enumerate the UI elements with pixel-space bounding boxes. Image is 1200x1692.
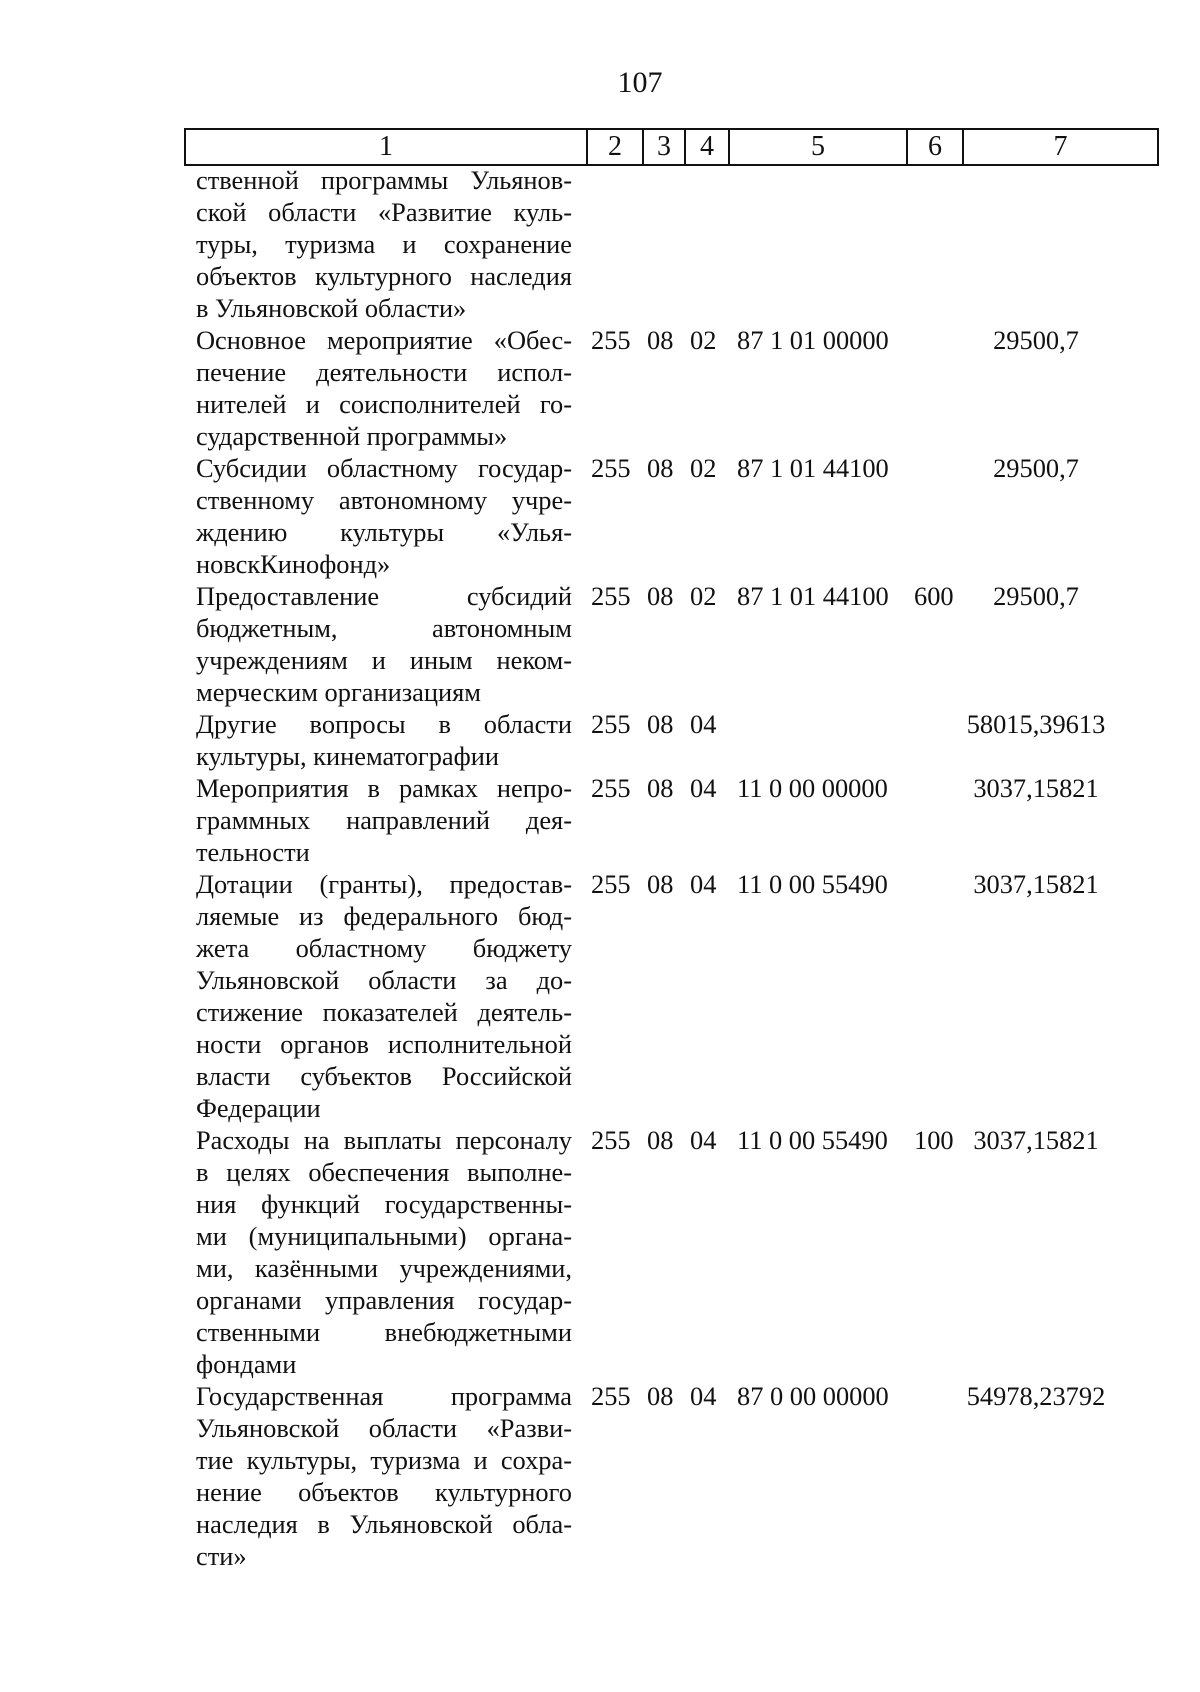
description-line: в Ульяновской области» — [196, 293, 467, 323]
description-line: фондами — [196, 1349, 297, 1379]
description-line: Государственная программа — [196, 1381, 572, 1411]
description-line: ственными внебюджетными — [196, 1317, 572, 1347]
section-code-cell: 08 — [647, 869, 674, 899]
row-description — [196, 580, 572, 708]
table-row — [196, 1124, 1146, 1380]
subsection-code-cell: 04 — [690, 709, 717, 739]
description-line: нение объектов культурного — [196, 1477, 572, 1507]
subsection-code-cell: 02 — [690, 581, 717, 611]
row-description — [196, 708, 572, 772]
column-header-cell: 2 — [587, 129, 643, 165]
target-article-cell: 87 0 00 00000 — [737, 1381, 889, 1411]
description-line: Ульяновской области «Разви- — [196, 1413, 572, 1443]
amount-cell: 3037,15821 — [973, 1125, 1099, 1155]
section-code-cell: 08 — [647, 773, 674, 803]
description-line: ности органов исполнительной — [196, 1029, 572, 1059]
description-line: власти субъектов Российской — [196, 1061, 572, 1091]
column-header-cell: 1 — [185, 129, 587, 165]
table-row — [196, 708, 1146, 772]
table-row — [196, 1380, 1146, 1572]
description-line: в целях обеспечения выполне- — [196, 1157, 572, 1187]
description-line: нителей и соисполнителей го- — [196, 389, 572, 419]
page-number: 107 — [617, 66, 663, 99]
admin-code-cell: 255 — [591, 1125, 631, 1155]
admin-code-cell: 255 — [591, 709, 631, 739]
description-line: культуры, кинематографии — [196, 741, 499, 771]
description-line: сударственной программы» — [196, 421, 508, 451]
description-line: жета областному бюджету — [196, 933, 572, 963]
row-description — [196, 772, 572, 868]
table-row — [196, 452, 1146, 580]
description-line: учреждениям и иным неком- — [196, 645, 572, 675]
column-header-cell: 7 — [963, 129, 1158, 165]
description-line: новскКинофонд» — [196, 549, 391, 579]
description-line: ния функций государственны- — [196, 1189, 572, 1219]
amount-cell: 3037,15821 — [973, 869, 1099, 899]
description-line: ми (муниципальными) органа- — [196, 1221, 572, 1251]
table-row — [196, 772, 1146, 868]
description-line: ляемые из федерального бюд- — [196, 901, 572, 931]
description-line: бюджетным, автономным — [196, 613, 572, 643]
description-line: органами управления государ- — [196, 1285, 572, 1315]
subsection-code-cell: 04 — [690, 773, 717, 803]
description-line: Дотации (гранты), предостав- — [196, 869, 572, 899]
description-line: стижение показателей деятель- — [196, 997, 572, 1027]
admin-code-cell: 255 — [591, 581, 631, 611]
subsection-code-cell: 04 — [690, 869, 717, 899]
description-line: Расходы на выплаты персоналу — [196, 1125, 572, 1155]
subsection-code-cell: 02 — [690, 325, 717, 355]
table-row — [196, 324, 1146, 452]
amount-cell: 29500,7 — [993, 325, 1079, 355]
section-code-cell: 08 — [647, 709, 674, 739]
row-description — [196, 324, 572, 452]
target-article-cell: 87 1 01 00000 — [737, 325, 889, 355]
table-row — [196, 868, 1146, 1124]
column-header-table — [184, 128, 1159, 166]
section-code-cell: 08 — [647, 581, 674, 611]
amount-cell: 29500,7 — [993, 453, 1079, 483]
description-line: печение деятельности испол- — [196, 357, 572, 387]
description-line: ждению культуры «Улья- — [196, 517, 572, 547]
admin-code-cell: 255 — [591, 1381, 631, 1411]
description-line: ственной программы Ульянов- — [196, 165, 572, 195]
column-header-row — [185, 129, 1158, 165]
column-header-cell: 6 — [907, 129, 963, 165]
subsection-code-cell: 04 — [690, 1381, 717, 1411]
description-line: туры, туризма и сохранение — [196, 229, 572, 259]
budget-table-body — [196, 164, 1146, 1572]
description-line: граммных направлений дея- — [196, 805, 572, 835]
target-article-cell: 11 0 00 55490 — [737, 1125, 888, 1155]
expense-kind-cell: 600 — [914, 581, 954, 611]
admin-code-cell: 255 — [591, 773, 631, 803]
amount-cell: 3037,15821 — [973, 773, 1099, 803]
description-line: Субсидии областному государ- — [196, 453, 572, 483]
row-description — [196, 868, 572, 1124]
description-line: Предоставление субсидий — [196, 581, 572, 611]
description-line: тельности — [196, 837, 310, 867]
row-description — [196, 1124, 572, 1380]
target-article-cell: 87 1 01 44100 — [737, 453, 889, 483]
description-line: Мероприятия в рамках непро- — [196, 773, 572, 803]
row-description — [196, 452, 572, 580]
description-line: мерческим организациям — [196, 677, 481, 707]
description-line: Федерации — [196, 1093, 321, 1123]
description-line: ственному автономному учре- — [196, 485, 572, 515]
column-header-cell: 4 — [685, 129, 729, 165]
section-code-cell: 08 — [647, 325, 674, 355]
target-article-cell: 11 0 00 55490 — [737, 869, 888, 899]
row-description — [196, 1380, 572, 1572]
admin-code-cell: 255 — [591, 869, 631, 899]
admin-code-cell: 255 — [591, 453, 631, 483]
subsection-code-cell: 04 — [690, 1125, 717, 1155]
section-code-cell: 08 — [647, 1381, 674, 1411]
section-code-cell: 08 — [647, 1125, 674, 1155]
admin-code-cell: 255 — [591, 325, 631, 355]
column-header-cell: 3 — [643, 129, 685, 165]
amount-cell: 58015,39613 — [966, 709, 1106, 739]
amount-cell: 29500,7 — [993, 581, 1079, 611]
description-line: тие культуры, туризма и сохра- — [196, 1445, 572, 1475]
target-article-cell: 11 0 00 00000 — [737, 773, 888, 803]
row-description — [196, 164, 572, 324]
description-line: ской области «Развитие куль- — [196, 197, 572, 227]
expense-kind-cell: 100 — [914, 1125, 954, 1155]
amount-cell: 54978,23792 — [966, 1381, 1106, 1411]
description-line: Основное мероприятие «Обес- — [196, 325, 572, 355]
table-row — [196, 164, 1146, 324]
section-code-cell: 08 — [647, 453, 674, 483]
description-line: Другие вопросы в области — [196, 709, 572, 739]
description-line: сти» — [196, 1541, 247, 1571]
subsection-code-cell: 02 — [690, 453, 717, 483]
description-line: объектов культурного наследия — [196, 261, 572, 291]
description-line: наследия в Ульяновской обла- — [196, 1509, 572, 1539]
table-row — [196, 580, 1146, 708]
description-line: ми, казёнными учреждениями, — [196, 1253, 572, 1283]
target-article-cell: 87 1 01 44100 — [737, 581, 889, 611]
column-header-cell: 5 — [729, 129, 907, 165]
description-line: Ульяновской области за до- — [196, 965, 572, 995]
